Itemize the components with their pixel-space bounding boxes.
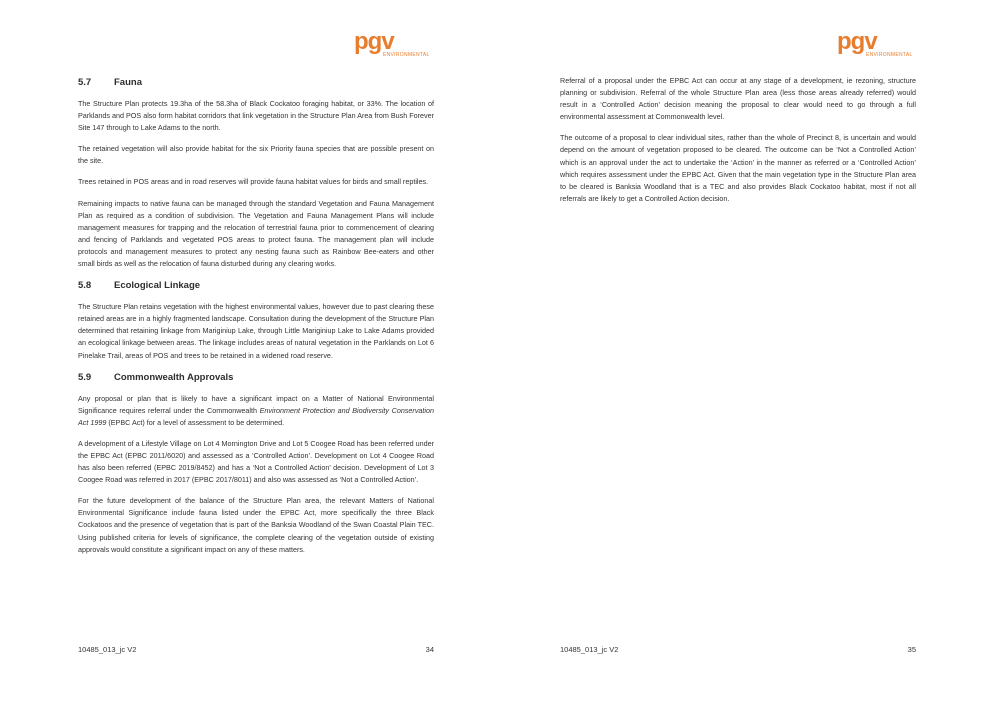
section-number: 5.9 <box>78 371 92 383</box>
left-page-content <box>78 76 434 565</box>
section-number: 5.7 <box>78 77 92 88</box>
paragraph <box>78 393 434 429</box>
section-title: Ecological Linkage <box>114 280 201 292</box>
section-title: Fauna <box>114 77 142 88</box>
footer-doc-id: 10485_013_jc V2 <box>560 645 619 654</box>
logo-text: pgv <box>837 28 877 55</box>
section-title: Commonwealth Approvals <box>114 371 234 383</box>
right-page <box>482 0 978 702</box>
act-title: Environment Protection and Biodiversity Conservation Act 1999 <box>78 405 434 427</box>
section-heading <box>78 279 434 292</box>
paragraph: The Structure Plan protects 19.3ha of the 58.3ha of Black Cockatoo foraging habitat, or 33%. The location of Parklands and POS also form habitat corridors that link vegetation in the Structure Plan Area from Bush Forever Site 147 through to Lake Adams to the north. <box>78 99 434 133</box>
page-number: 35 <box>907 645 916 654</box>
paragraph: For the future development of the balance of the Structure Plan area, the relevant Matters of National Environmental Significance include fauna listed under the EPBC Act, more specifically the three Black Cockatoos and the presence of vegetation that is part of the Banksia Woodland of the Swan Coastal Plain TEC. Using published criteria for levels of significance, the complete clearing of the vegetation outside of existing approvals would constitute a significant impact on any of these matters. <box>78 496 434 554</box>
section-heading <box>78 371 434 384</box>
logo-subtext: ENVIRONMENTAL <box>383 52 430 58</box>
page-footer <box>78 645 434 654</box>
left-page <box>0 0 496 702</box>
paragraph: The retained vegetation will also provide habitat for the six Priority fauna species that are possible present on the site. <box>78 144 434 166</box>
paragraph: A development of a Lifestyle Village on Lot 4 Mornington Drive and Lot 5 Coogee Road has been referred under the EPBC Act (EPBC 2011/6020) and assessed as a ‘Controlled Action’. Development on Lot 4 Coogee Road has also been referred (EPBC 2019/8452) and has a ‘Not a Controlled Action’ decision. Development of Lot 3 Coogee Road was referred in 2017 (EPBC 2017/8011) and also was assessed as ‘Not a Controlled Action’. <box>78 438 434 485</box>
page-number: 34 <box>425 645 434 654</box>
section-ecological-linkage <box>78 279 434 361</box>
section-number: 5.8 <box>78 280 92 292</box>
paragraph: The Structure Plan retains vegetation with the highest environmental values, however due to past clearing these retained areas are in a highly fragmented landscape. Consultation during the development of the Structure Plan determined that retaining linkage from Mariginiup Lake, through Little Mariginiup Lake to Lake Adams provided an ecological linkage between areas. The linkage includes areas of natural vegetation in the Parklands on Lot 6 Pinelake Trail, areas of POS and trees to be retained in a widened road reserve. <box>78 302 434 360</box>
text-run: Any proposal or plan that is likely to have a significant impact on a Matter of National Environmental Significance requires referral under the Commonwealth <box>78 393 434 415</box>
pgv-logo <box>837 28 917 60</box>
section-fauna <box>78 76 434 270</box>
right-page-content <box>560 75 916 214</box>
page-footer <box>560 645 916 654</box>
pgv-logo <box>354 28 434 60</box>
paragraph: Remaining impacts to native fauna can be managed through the standard Vegetation and Fauna Management Plan as required as a condition of subdivision. The Vegetation and Fauna Management Plans will include management measures for trapping and the relocation of terrestrial fauna prior to commencement of clearing and fencing of Parklands and vegetated POS areas to protect fauna. The management plan will include protocols and management measures to protect any nesting fauna such as Rainbow Bee-eaters and other small birds as well as the relocation of fauna disturbed during any clearing works. <box>78 198 434 269</box>
paragraph: Trees retained in POS areas and in road reserves will provide fauna habitat values for birds and small reptiles. <box>78 177 429 187</box>
logo-subtext: ENVIRONMENTAL <box>866 52 913 58</box>
section-heading <box>78 76 434 89</box>
section-commonwealth-approvals <box>78 371 434 556</box>
footer-doc-id: 10485_013_jc V2 <box>78 645 137 654</box>
logo-text: pgv <box>354 28 394 55</box>
paragraph: The outcome of a proposal to clear individual sites, rather than the whole of Precinct 8, is uncertain and would depend on the amount of vegetation proposed to be cleared. The outcome can be ‘Not a Controlled Action’ which is an approval under the act to undertake the ‘Action’ in the manner as referred or a ‘Controlled Action’ which requires assessment under the EPBC Act. Given that the main vegetation type in the Structure Plan area to be cleared is Banksia Woodland that is a TEC and also provides Black Cockatoo habitat, most if not all referrals are likely to get a Controlled Action decision. <box>560 133 916 203</box>
paragraph: Referral of a proposal under the EPBC Act can occur at any stage of a development, ie rezoning, structure planning or subdivision. Referral of the whole Structure Plan area (less those areas already referred) would result in a ‘Controlled Action’ decision meaning the proposal to clear would need to go through a full environmental assessment at Commonwealth level. <box>560 76 916 122</box>
text-run: (EPBC Act) for a level of assessment to be determined. <box>106 417 285 427</box>
